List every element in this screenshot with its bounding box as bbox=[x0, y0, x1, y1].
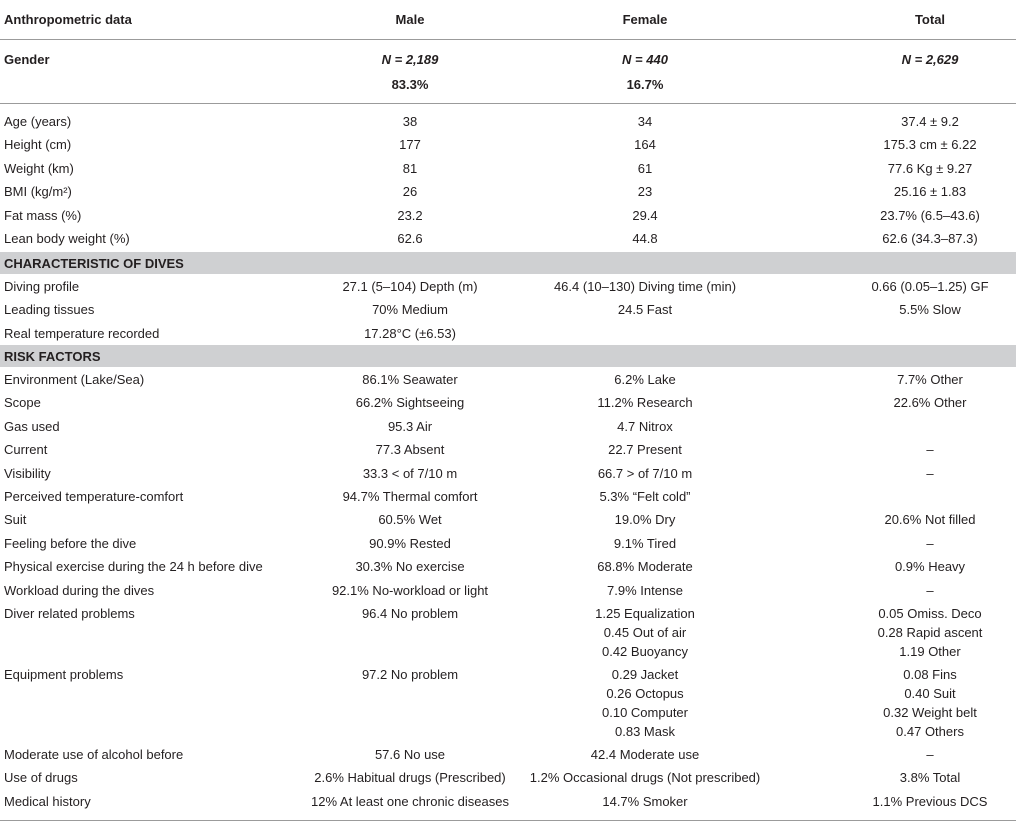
gender-male-n: N = 2,189 bbox=[381, 52, 439, 67]
cell-male-line: 30.3% No exercise bbox=[355, 559, 465, 575]
cell-total-line: – bbox=[926, 535, 934, 551]
cell-female bbox=[505, 135, 785, 154]
gender-male-pct: 83.3% bbox=[391, 77, 429, 92]
cell-male-line: 86.1% Seawater bbox=[362, 372, 458, 387]
cell-total bbox=[790, 206, 1016, 225]
cell-male-line: 96.4 No problem bbox=[361, 606, 459, 621]
row-label: Real temperature recorded bbox=[4, 325, 160, 341]
cell-male-line: 94.7% Thermal comfort bbox=[342, 489, 478, 504]
cell-female bbox=[505, 112, 785, 131]
cell-female-line: 1.2% Occasional drugs (Not prescribed) bbox=[529, 770, 761, 786]
cell-female-line: 23 bbox=[637, 184, 653, 200]
row-label: Environment (Lake/Sea) bbox=[4, 372, 145, 387]
cell-female bbox=[505, 665, 785, 741]
cell-female-line: 4.7 Nitrox bbox=[617, 418, 673, 434]
gender-divider bbox=[0, 103, 1016, 104]
cell-female-line: 0.10 Computer bbox=[602, 705, 688, 720]
cell-female-line: 61 bbox=[637, 160, 653, 176]
cell-total-line: 25.16 ± 1.83 bbox=[893, 184, 967, 200]
cell-female bbox=[505, 229, 785, 248]
cell-male-line: 177 bbox=[399, 137, 421, 153]
row-label: BMI (kg/m²) bbox=[4, 184, 72, 200]
cell-female-line: 22.7 Present bbox=[608, 442, 682, 458]
row-label: Feeling before the dive bbox=[4, 535, 137, 551]
cell-total bbox=[790, 159, 1016, 178]
cell-male-line: 92.1% No-workload or light bbox=[331, 582, 489, 598]
cell-total bbox=[790, 745, 1016, 764]
cell-total-line: – bbox=[926, 747, 934, 762]
cell-male-line: 2.6% Habitual drugs (Prescribed) bbox=[314, 770, 506, 786]
cell-female bbox=[505, 745, 785, 764]
cell-total bbox=[790, 229, 1016, 248]
header-total: Total bbox=[914, 12, 946, 27]
cell-male-line: 62.6 bbox=[397, 231, 423, 246]
cell-total-line: 7.7% Other bbox=[897, 372, 963, 387]
cell-total-line: 3.8% Total bbox=[899, 770, 961, 786]
cell-male-line: 95.3 Air bbox=[387, 418, 433, 434]
cell-female-line: 9.1% Tired bbox=[613, 535, 677, 551]
cell-female bbox=[505, 277, 785, 296]
cell-total bbox=[790, 135, 1016, 154]
row-label: Use of drugs bbox=[4, 770, 78, 786]
gender-total-n: N = 2,629 bbox=[901, 52, 959, 67]
cell-total bbox=[790, 277, 1016, 296]
row-label: Height (cm) bbox=[4, 137, 72, 153]
cell-total-line: 0.40 Suit bbox=[904, 686, 956, 701]
cell-female-line: 7.9% Intense bbox=[607, 582, 683, 598]
cell-total-line: 77.6 Kg ± 9.27 bbox=[887, 160, 973, 176]
cell-female bbox=[505, 604, 785, 661]
cell-total-line: 0.32 Weight belt bbox=[883, 705, 977, 720]
cell-female-line: 14.7% Smoker bbox=[602, 793, 688, 809]
cell-female-line: 19.0% Dry bbox=[614, 512, 676, 528]
cell-total bbox=[790, 534, 1016, 553]
cell-female bbox=[505, 557, 785, 576]
cell-female-line: 1.25 Equalization bbox=[595, 606, 695, 621]
cell-total-line: 62.6 (34.3–87.3) bbox=[882, 231, 978, 246]
cell-total bbox=[790, 464, 1016, 483]
cell-male-line: 38 bbox=[402, 114, 418, 129]
row-label: Perceived temperature-comfort bbox=[4, 489, 184, 504]
cell-female bbox=[505, 510, 785, 529]
cell-male-line: 17.28°C (±6.53) bbox=[364, 325, 456, 341]
cell-total-line: 0.05 Omiss. Deco bbox=[878, 606, 982, 621]
cell-total bbox=[790, 300, 1016, 319]
cell-total-line: 0.08 Fins bbox=[903, 667, 957, 682]
gender-female-n: N = 440 bbox=[622, 52, 668, 67]
cell-female bbox=[505, 440, 785, 459]
gender-total bbox=[790, 50, 1016, 69]
cell-male-line: 26 bbox=[402, 184, 418, 200]
header-anthropometric-data: Anthropometric data bbox=[4, 12, 132, 27]
gender-female-pct: 16.7% bbox=[626, 77, 664, 92]
row-label: Medical history bbox=[4, 793, 91, 809]
row-label: Workload during the dives bbox=[4, 582, 155, 598]
cell-male bbox=[270, 324, 550, 343]
cell-total bbox=[790, 182, 1016, 201]
cell-male-line: 90.9% Rested bbox=[369, 535, 451, 551]
cell-female-line: 66.7 > of 7/10 m bbox=[597, 465, 693, 481]
cell-female bbox=[505, 534, 785, 553]
cell-male-line: 12% At least one chronic diseases bbox=[310, 793, 509, 809]
section-band-risk bbox=[0, 345, 1016, 367]
row-label: Current bbox=[4, 442, 48, 458]
cell-total bbox=[790, 604, 1016, 661]
cell-female bbox=[505, 487, 785, 506]
cell-female bbox=[505, 300, 785, 319]
section-title-risk: RISK FACTORS bbox=[4, 349, 101, 364]
cell-total bbox=[790, 370, 1016, 389]
cell-total bbox=[790, 393, 1016, 412]
header-divider bbox=[0, 39, 1016, 40]
cell-total bbox=[790, 665, 1016, 741]
cell-female-line: 11.2% Research bbox=[597, 395, 693, 411]
cell-total bbox=[790, 581, 1016, 600]
cell-female bbox=[505, 417, 785, 436]
cell-female-line: 6.2% Lake bbox=[614, 372, 676, 387]
row-label: Gas used bbox=[4, 418, 60, 434]
row-label: Scope bbox=[4, 395, 41, 411]
gender-label: Gender bbox=[4, 52, 50, 67]
cell-female-line: 5.3% “Felt cold” bbox=[599, 489, 691, 504]
row-label: Equipment problems bbox=[4, 667, 124, 682]
cell-female-line: 0.29 Jacket bbox=[611, 667, 679, 682]
cell-female bbox=[505, 159, 785, 178]
cell-female-line: 0.42 Buoyancy bbox=[601, 644, 688, 659]
row-label: Visibility bbox=[4, 465, 51, 481]
cell-total-line: 5.5% Slow bbox=[899, 302, 961, 318]
row-label: Weight (km) bbox=[4, 160, 74, 176]
row-label: Diving profile bbox=[4, 279, 80, 294]
cell-female-line: 0.45 Out of air bbox=[603, 625, 687, 640]
cell-female bbox=[505, 370, 785, 389]
cell-total bbox=[790, 112, 1016, 131]
cell-total-line: 20.6% Not filled bbox=[884, 512, 976, 528]
cell-female bbox=[505, 393, 785, 412]
cell-female-line: 68.8% Moderate bbox=[597, 559, 693, 575]
cell-male-line: 60.5% Wet bbox=[378, 512, 442, 528]
cell-male-line: 23.2 bbox=[397, 207, 423, 223]
row-label: Leading tissues bbox=[4, 302, 95, 318]
cell-total-line: 0.28 Rapid ascent bbox=[877, 625, 983, 640]
cell-total bbox=[790, 440, 1016, 459]
cell-male-line: 57.6 No use bbox=[374, 747, 446, 762]
cell-female-line: 34 bbox=[637, 114, 653, 129]
cell-total-line: 1.1% Previous DCS bbox=[872, 793, 988, 809]
cell-total-line: – bbox=[926, 442, 934, 458]
cell-male-line: 33.3 < of 7/10 m bbox=[362, 465, 458, 481]
cell-total-line: 0.66 (0.05–1.25) GF bbox=[871, 279, 989, 294]
cell-female-line: 44.8 bbox=[632, 231, 658, 246]
cell-male-line: 27.1 (5–104) Depth (m) bbox=[342, 279, 478, 294]
cell-male-line: 70% Medium bbox=[372, 302, 448, 318]
row-label: Lean body weight (%) bbox=[4, 231, 130, 246]
cell-total-line: 1.19 Other bbox=[899, 644, 961, 659]
cell-total-line: 175.3 cm ± 6.22 bbox=[883, 137, 977, 153]
cell-female-line: 24.5 Fast bbox=[617, 302, 673, 318]
cell-total-line: 22.6% Other bbox=[893, 395, 967, 411]
cell-female bbox=[505, 182, 785, 201]
cell-female-line: 42.4 Moderate use bbox=[590, 747, 700, 762]
cell-total bbox=[790, 557, 1016, 576]
header-male: Male bbox=[395, 12, 425, 27]
cell-female bbox=[505, 464, 785, 483]
row-label: Fat mass (%) bbox=[4, 207, 82, 223]
cell-female bbox=[505, 206, 785, 225]
cell-total-line: 23.7% (6.5–43.6) bbox=[880, 207, 980, 223]
row-label: Suit bbox=[4, 512, 27, 528]
row-label: Age (years) bbox=[4, 114, 72, 129]
cell-total bbox=[790, 768, 1016, 787]
cell-male-line: 77.3 Absent bbox=[375, 442, 445, 458]
cell-total-line: 0.47 Others bbox=[896, 724, 964, 739]
row-label: Physical exercise during the 24 h before dive bbox=[4, 559, 263, 575]
cell-male-line: 66.2% Sightseeing bbox=[355, 395, 465, 411]
cell-female bbox=[505, 581, 785, 600]
cell-female bbox=[505, 792, 785, 811]
cell-female-line: 29.4 bbox=[632, 207, 658, 223]
cell-female-line: 0.26 Octopus bbox=[606, 686, 684, 701]
cell-female-line: 46.4 (10–130) Diving time (min) bbox=[553, 279, 737, 294]
cell-male-line: 81 bbox=[402, 160, 418, 176]
cell-total-line: 37.4 ± 9.2 bbox=[901, 114, 959, 129]
cell-total-line: – bbox=[926, 582, 934, 598]
row-label: Diver related problems bbox=[4, 606, 135, 621]
gender-female bbox=[505, 50, 785, 94]
cell-female-line: 164 bbox=[634, 137, 656, 153]
section-title-dives: CHARACTERISTIC OF DIVES bbox=[4, 256, 184, 271]
table-bottom-rule bbox=[0, 820, 1016, 821]
cell-male-line: 97.2 No problem bbox=[361, 667, 459, 682]
cell-total bbox=[790, 792, 1016, 811]
header-female: Female bbox=[622, 12, 668, 27]
cell-total-line: 0.9% Heavy bbox=[894, 559, 966, 575]
cell-total-line: – bbox=[926, 465, 934, 481]
section-band-dives bbox=[0, 252, 1016, 274]
cell-total bbox=[790, 510, 1016, 529]
cell-female-line: 0.83 Mask bbox=[615, 724, 675, 739]
row-label: Moderate use of alcohol before bbox=[4, 747, 184, 762]
cell-female bbox=[505, 768, 785, 787]
